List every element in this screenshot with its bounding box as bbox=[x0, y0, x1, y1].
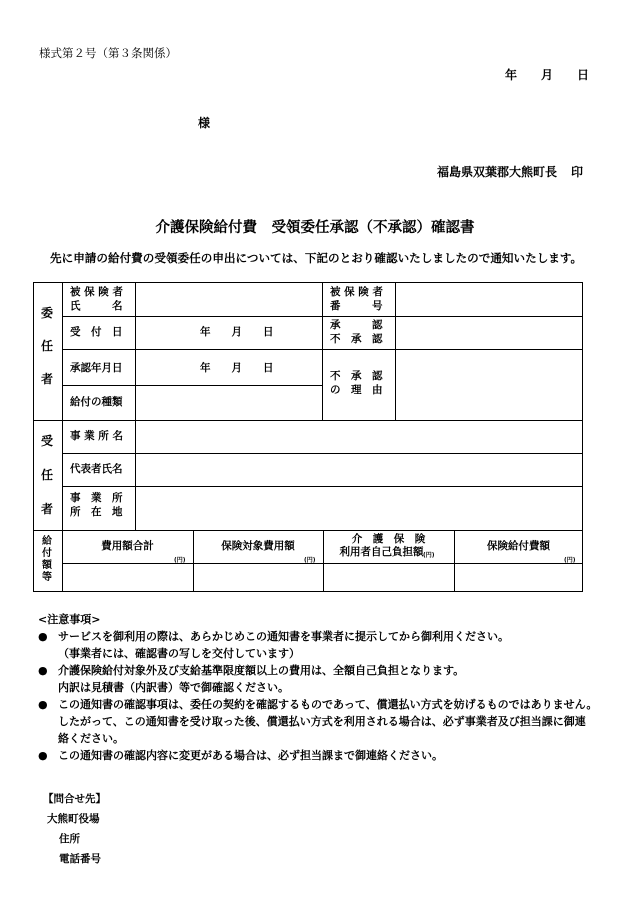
section-amounts: 給 付 額 等 bbox=[42, 536, 52, 583]
note-text: 介護保険給付対象外及び支給基準限度額以上の費用は、全額自己負担となります。 bbox=[58, 664, 465, 677]
form-number: 様式第２号（第３条関係） bbox=[39, 46, 177, 60]
bullet-icon: ● bbox=[38, 698, 48, 711]
received-date-label: 受 付 日 bbox=[70, 326, 123, 338]
received-date-value: 年 月 日 bbox=[200, 326, 274, 338]
representative-label: 代表者氏名 bbox=[70, 463, 123, 475]
note-subtext: したがって、この通知書を受け取った後、償還払い方式を利用される場合は、必ず事業者及び担当課に御連 bbox=[58, 715, 586, 728]
note-subtext: 絡ください。 bbox=[58, 732, 124, 745]
note-subtext: 内訳は見積書（内訳書）等で御確認ください。 bbox=[58, 681, 289, 694]
col-benefit-amount: 保険給付費額 bbox=[487, 540, 550, 552]
contact-heading: 【問合せ先】 bbox=[43, 793, 106, 805]
col-total-cost: 費用額合計 bbox=[101, 540, 154, 552]
note-item bbox=[38, 662, 597, 679]
note-item bbox=[38, 628, 597, 645]
contact-section bbox=[43, 789, 106, 869]
note-item bbox=[38, 747, 597, 764]
benefit-type-label: 給付の種類 bbox=[70, 396, 123, 408]
bullet-icon: ● bbox=[38, 664, 48, 677]
notes-heading: <注意事項> bbox=[38, 613, 101, 626]
note-text: サービスを御利用の際は、あらかじめこの通知書を事業者に提示してから御利用ください。 bbox=[58, 630, 509, 643]
approval-label: 承 認 不 承 認 bbox=[330, 319, 383, 346]
insured-name-label: 被 保 険 者 氏 名 bbox=[70, 286, 123, 313]
unit-copay: (円) bbox=[423, 552, 435, 559]
issuer-name: 福島県双葉郡大熊町長 bbox=[437, 165, 558, 179]
note-text: この通知書の確認内容に変更がある場合は、必ず担当課まで御連絡ください。 bbox=[58, 749, 443, 762]
note-text: この通知書の確認事項は、委任の契約を確認するものであって、償還払い方式を妨げるものではありません。 bbox=[58, 698, 598, 711]
office-address-label: 事 業 所 所 在 地 bbox=[70, 492, 123, 519]
col-covered-cost: 保険対象費用額 bbox=[221, 540, 295, 552]
contact-office: 大熊町役場 bbox=[47, 813, 100, 825]
bullet-icon: ● bbox=[38, 749, 48, 762]
issue-date: 年 月 日 bbox=[505, 68, 590, 82]
approval-date-value: 年 月 日 bbox=[200, 362, 274, 374]
note-subtext: （事業者には、確認書の写しを交付しています） bbox=[58, 647, 300, 660]
approval-date-label: 承認年月日 bbox=[70, 362, 123, 374]
note-item bbox=[38, 696, 597, 713]
bullet-icon: ● bbox=[38, 630, 48, 643]
unit-covered: (円) bbox=[304, 557, 316, 564]
unit-total: (円) bbox=[174, 557, 186, 564]
notes-section bbox=[38, 611, 597, 764]
col-user-copay: 介 護 保 険 利用者自己負担額 bbox=[339, 533, 426, 559]
document-title: 介護保険給付費 受領委任承認（不承認）確認書 bbox=[155, 220, 475, 236]
intro-text: 先に申請の給付費の受領委任の申出については、下記のとおり確認いたしましたので通知いたします。 bbox=[50, 251, 583, 265]
office-name-label: 事 業 所 名 bbox=[70, 430, 123, 442]
rejection-reason-label: 不 承 認 の 理 由 bbox=[330, 370, 383, 397]
contact-address-label: 住所 bbox=[59, 833, 80, 845]
seal-mark: 印 bbox=[571, 165, 584, 179]
section-delegator: 委 任 者 bbox=[40, 306, 53, 386]
addressee-suffix: 様 bbox=[198, 116, 211, 130]
section-delegatee: 受 任 者 bbox=[40, 434, 53, 516]
insured-number-label: 被 保 険 者 番 号 bbox=[330, 286, 383, 313]
unit-benefit: (円) bbox=[564, 557, 576, 564]
confirmation-table bbox=[33, 282, 583, 592]
contact-phone-label: 電話番号 bbox=[59, 853, 101, 865]
